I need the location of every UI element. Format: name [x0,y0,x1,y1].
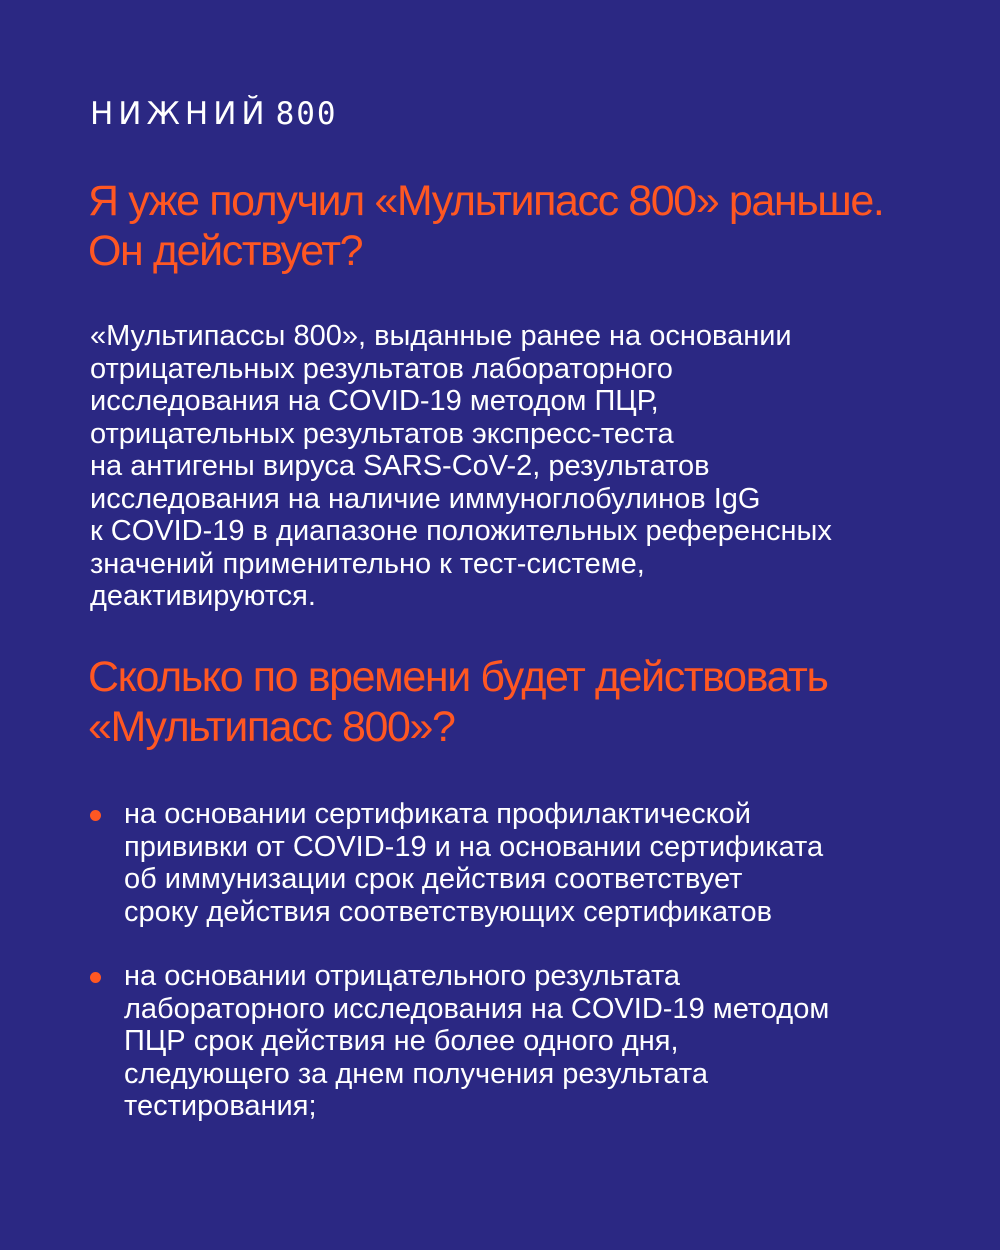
brand-logo [90,96,338,132]
bullet-dot-icon [90,810,101,821]
list-item [90,798,970,928]
bullet-dot-icon [90,972,101,983]
question-heading-1: Я уже получил «Мультипасс 800» раньше. Он действует? [88,177,884,275]
bullet-text: на основании отрицательного результата лабораторного исследования на COVID-19 методом ПЦР срок действия не более одного дня, следующего за днем получения результата тестирования; [124,960,830,1122]
answer-bullet-list [90,798,970,1155]
logo-wordmark: НИЖНИЙ [90,96,270,132]
list-item [90,960,970,1123]
question-heading-2: Сколько по времени будет действовать «Мультипасс 800»? [88,653,828,751]
logo-number: 800 [275,96,338,132]
bullet-text: на основании сертификата профилактической прививки от COVID-19 и на основании сертификата об иммунизации срок действия соответствует сроку действия соответствующих сертификатов [124,798,824,928]
answer-paragraph-1: «Мультипассы 800», выданные ранее на основании отрицательных результатов лабораторного исследования на COVID-19 методом ПЦР, отрицательных результатов экспресс-теста на антигены вируса SARS-CoV-2, результатов исследования на наличие иммуноглобулинов IgG к COVID-19 в диапазоне положительных референсных значений применительно к тест-системе, деактивируются. [90,320,832,612]
